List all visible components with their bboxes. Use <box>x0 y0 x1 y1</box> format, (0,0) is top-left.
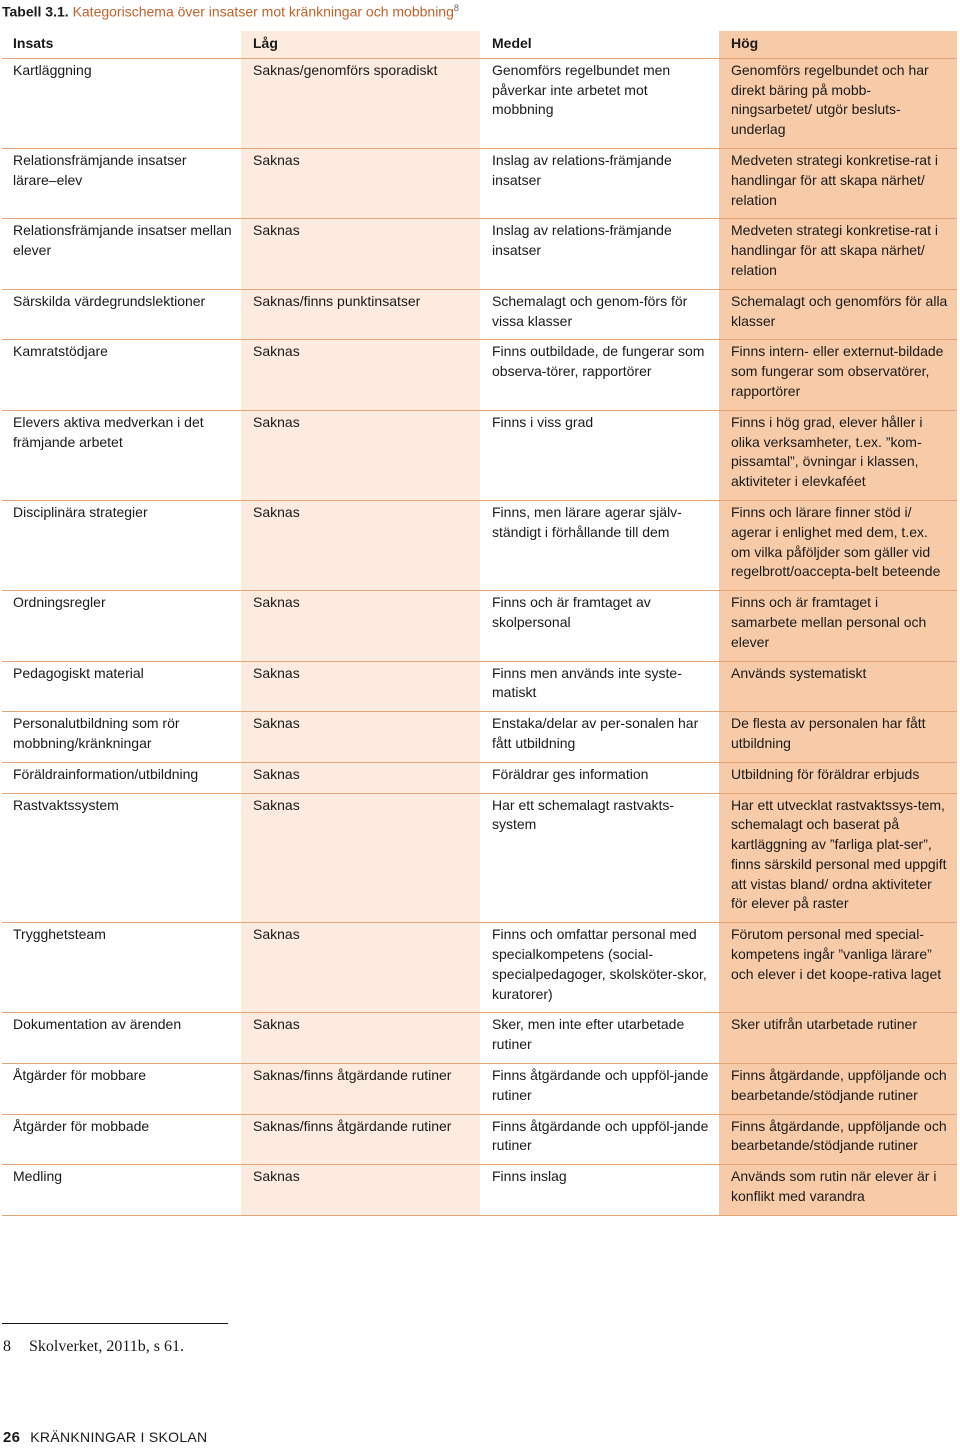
cell-insats: Åtgärder för mobbare <box>2 1064 241 1115</box>
cell-lag: Saknas <box>241 923 480 1013</box>
cell-medel: Schemalagt och genom-förs för vissa klasser <box>480 289 719 340</box>
cell-medel: Finns åtgärdande och uppföl-jande rutiner <box>480 1064 719 1115</box>
cell-medel: Sker, men inte efter utarbetade rutiner <box>480 1013 719 1064</box>
cell-hog: Används som rutin när elever är i konflikt med varandra <box>719 1165 957 1216</box>
cell-hog: Finns intern- eller externut-bildade som fungerar som observatörer, rapportörer <box>719 340 957 410</box>
cell-insats: Ordningsregler <box>2 591 241 661</box>
cell-lag: Saknas <box>241 793 480 923</box>
table-caption <box>2 0 459 20</box>
cell-lag: Saknas <box>241 1013 480 1064</box>
table-row <box>2 923 957 1013</box>
cell-insats: Rastvaktssystem <box>2 793 241 923</box>
cell-lag: Saknas <box>241 340 480 410</box>
cell-insats: Medling <box>2 1165 241 1216</box>
cell-hog: Finns i hög grad, elever håller i olika verksamheter, t.ex. ”kom-pissamtal”, övningar i klassen, aktiviteter i elevkaféet <box>719 410 957 500</box>
cell-lag: Saknas <box>241 410 480 500</box>
footnote-number: 8 <box>3 1338 11 1355</box>
table-row <box>2 1013 957 1064</box>
cell-hog: De flesta av personalen har fått utbildning <box>719 712 957 763</box>
cell-medel: Har ett schemalagt rastvakts-system <box>480 793 719 923</box>
cell-medel: Finns i viss grad <box>480 410 719 500</box>
cell-insats: Elevers aktiva medverkan i det främjande arbetet <box>2 410 241 500</box>
header-insats: Insats <box>2 31 241 58</box>
cell-hog: Har ett utvecklat rastvaktssys-tem, schemalagt och baserat på kartläggning av ”farliga plat-ser”, finns särskild personal med uppgift att vistas bland/ ordna aktiviteter för elever på raster <box>719 793 957 923</box>
cell-lag: Saknas <box>241 591 480 661</box>
footnote-divider <box>2 1323 228 1324</box>
cell-hog: Förutom personal med special-kompetens ingår ”vanliga lärare” och elever i det koope-rativa laget <box>719 923 957 1013</box>
cell-lag: Saknas <box>241 762 480 793</box>
caption-title: Kategorischema över insatser mot kränkningar och mobbning <box>72 3 454 20</box>
cell-hog: Finns åtgärdande, uppföljande och bearbetande/stödjande rutiner <box>719 1114 957 1165</box>
cell-medel: Inslag av relations-främjande insatser <box>480 148 719 218</box>
cell-medel: Finns outbildade, de fungerar som observa-törer, rapportörer <box>480 340 719 410</box>
cell-medel: Genomförs regelbundet men påverkar inte arbetet mot mobbning <box>480 58 719 148</box>
cell-lag: Saknas <box>241 219 480 289</box>
cell-insats: Relationsfrämjande insatser lärare–elev <box>2 148 241 218</box>
cell-lag: Saknas/finns åtgärdande rutiner <box>241 1064 480 1115</box>
header-hog: Hög <box>719 31 957 58</box>
table-row <box>2 289 957 340</box>
footnote-reference: 8 <box>453 3 459 13</box>
cell-lag: Saknas <box>241 148 480 218</box>
table-row <box>2 1165 957 1216</box>
cell-hog: Finns och lärare finner stöd i/ agerar i enlighet med dem, t.ex. om vilka påföljder som gäller vid regelbrott/oaccepta-belt beteende <box>719 500 957 590</box>
cell-medel: Finns inslag <box>480 1165 719 1216</box>
cell-insats: Åtgärder för mobbade <box>2 1114 241 1165</box>
cell-insats: Personalutbildning som rör mobbning/kränkningar <box>2 712 241 763</box>
cell-insats: Kartläggning <box>2 58 241 148</box>
cell-medel: Finns och är framtaget av skolpersonal <box>480 591 719 661</box>
cell-lag: Saknas <box>241 712 480 763</box>
cell-hog: Sker utifrån utarbetade rutiner <box>719 1013 957 1064</box>
cell-lag: Saknas <box>241 1165 480 1216</box>
cell-medel: Finns och omfattar personal med specialkompetens (social-specialpedagoger, skolsköter-skor, kuratorer) <box>480 923 719 1013</box>
table-row <box>2 500 957 590</box>
cell-lag: Saknas/finns punktinsatser <box>241 289 480 340</box>
cell-hog: Medveten strategi konkretise-rat i handlingar för att skapa närhet/ relation <box>719 219 957 289</box>
caption-label: Tabell 3.1. <box>2 3 69 20</box>
cell-medel: Finns, men lärare agerar själv-ständigt i förhållande till dem <box>480 500 719 590</box>
table-row <box>2 793 957 923</box>
running-title: KRÄNKNINGAR I SKOLAN <box>30 1429 208 1445</box>
cell-medel: Föräldrar ges information <box>480 762 719 793</box>
cell-medel: Finns men används inte syste-matiskt <box>480 661 719 712</box>
cell-insats: Föräldrainformation/utbildning <box>2 762 241 793</box>
header-lag: Låg <box>241 31 480 58</box>
cell-medel: Enstaka/delar av per-sonalen har fått utbildning <box>480 712 719 763</box>
table-row <box>2 410 957 500</box>
table-row <box>2 340 957 410</box>
table-row <box>2 591 957 661</box>
footnote-text: Skolverket, 2011b, s 61. <box>29 1338 184 1355</box>
header-row <box>2 31 957 58</box>
cell-insats: Trygghetsteam <box>2 923 241 1013</box>
cell-lag: Saknas <box>241 500 480 590</box>
cell-insats: Särskilda värdegrundslektioner <box>2 289 241 340</box>
page-footer <box>3 1429 207 1446</box>
cell-medel: Finns åtgärdande och uppföl-jande rutiner <box>480 1114 719 1165</box>
page-number: 26 <box>3 1429 21 1446</box>
cell-insats: Relationsfrämjande insatser mellan elever <box>2 219 241 289</box>
cell-insats: Dokumentation av ärenden <box>2 1013 241 1064</box>
cell-hog: Medveten strategi konkretise-rat i handlingar för att skapa närhet/ relation <box>719 148 957 218</box>
table-row <box>2 58 957 148</box>
cell-insats: Disciplinära strategier <box>2 500 241 590</box>
table-row <box>2 712 957 763</box>
table-row <box>2 762 957 793</box>
cell-insats: Pedagogiskt material <box>2 661 241 712</box>
cell-hog: Schemalagt och genomförs för alla klasser <box>719 289 957 340</box>
measures-table <box>2 31 957 1216</box>
cell-medel: Inslag av relations-främjande insatser <box>480 219 719 289</box>
cell-lag: Saknas <box>241 661 480 712</box>
cell-hog: Finns och är framtaget i samarbete mellan personal och elever <box>719 591 957 661</box>
cell-insats: Kamratstödjare <box>2 340 241 410</box>
cell-hog: Används systematiskt <box>719 661 957 712</box>
cell-lag: Saknas/finns åtgärdande rutiner <box>241 1114 480 1165</box>
table-row <box>2 1064 957 1115</box>
table-row <box>2 1114 957 1165</box>
table-row <box>2 219 957 289</box>
table-row <box>2 661 957 712</box>
header-medel: Medel <box>480 31 719 58</box>
cell-lag: Saknas/genomförs sporadiskt <box>241 58 480 148</box>
cell-hog: Finns åtgärdande, uppföljande och bearbetande/stödjande rutiner <box>719 1064 957 1115</box>
footnote <box>3 1338 184 1356</box>
cell-hog: Utbildning för föräldrar erbjuds <box>719 762 957 793</box>
cell-hog: Genomförs regelbundet och har direkt bäring på mobb-ningsarbetet/ utgör besluts-underlag <box>719 58 957 148</box>
table-row <box>2 148 957 218</box>
